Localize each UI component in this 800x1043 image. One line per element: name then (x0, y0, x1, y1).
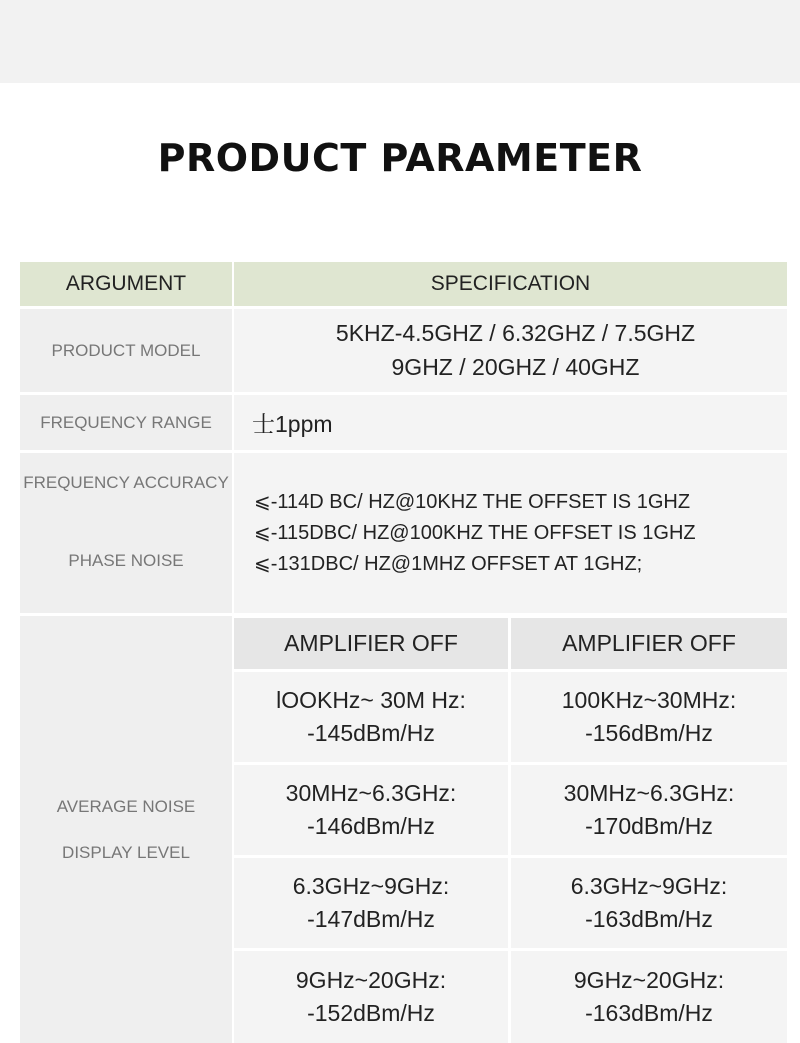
header-specification: SPECIFICATION (234, 262, 787, 306)
phase-noise-line-2: ⩽-115DBC/ HZ@100KHZ THE OFFSET IS 1GHZ (254, 521, 696, 544)
noise-value: -145dBm/Hz (307, 720, 435, 746)
noise-cell (234, 951, 508, 1043)
value-product-model (234, 309, 787, 392)
phase-noise-line-3: ⩽-131DBC/ HZ@1MHZ OFFSET AT 1GHZ; (254, 552, 643, 575)
label-phase-noise: PHASE NOISE (68, 551, 184, 570)
noise-range: 30MHz~6.3GHz: (563, 779, 735, 806)
noise-cell (511, 765, 787, 855)
header-argument: ARGUMENT (20, 262, 232, 306)
label-frequency-accuracy: FREQUENCY ACCURACY (23, 473, 229, 492)
value-phase-noise (234, 453, 787, 613)
noise-range: 6.3GHz~9GHz: (570, 872, 728, 899)
noise-value: -152dBm/Hz (307, 1000, 435, 1026)
noise-range: 9GHz~20GHz: (295, 966, 447, 993)
noise-cell (511, 672, 787, 762)
phase-noise-line-1: ⩽-114D BC/ HZ@10KHZ THE OFFSET IS 1GHZ (254, 490, 691, 513)
noise-range: 6.3GHz~9GHz: (292, 872, 450, 899)
noise-col-header-2: AMPLIFIER OFF (511, 618, 787, 669)
noise-cell (234, 858, 508, 948)
page-title: PRODUCT PARAMETER (157, 136, 643, 180)
noise-value: -156dBm/Hz (585, 720, 713, 746)
noise-cell (511, 951, 787, 1043)
top-band (0, 0, 800, 83)
label-average-noise (20, 616, 232, 1043)
noise-range: 9GHz~20GHz: (573, 966, 725, 993)
value-frequency-range: 士1ppm (234, 395, 787, 450)
noise-range: lOOKHz~ 30M Hz: (276, 686, 466, 713)
product-model-line-2: 9GHZ / 20GHZ / 40GHZ (391, 353, 640, 380)
noise-range: 30MHz~6.3GHz: (285, 779, 457, 806)
noise-value: -147dBm/Hz (307, 906, 435, 932)
noise-value: -163dBm/Hz (585, 906, 713, 932)
noise-col-header-1: AMPLIFIER OFF (234, 618, 508, 669)
product-model-line-1: 5KHZ-4.5GHZ / 6.32GHZ / 7.5GHZ (335, 320, 696, 347)
label-accuracy-phase (20, 453, 232, 613)
label-product-model: PRODUCT MODEL (20, 309, 232, 392)
noise-range: 100KHz~30MHz: (561, 686, 737, 713)
label-frequency-range: FREQUENCY RANGE (20, 395, 232, 450)
label-average-noise-line-2: DISPLAY LEVEL (62, 842, 190, 862)
noise-cell (234, 765, 508, 855)
noise-value: -146dBm/Hz (307, 813, 435, 839)
noise-value: -163dBm/Hz (585, 1000, 713, 1026)
noise-cell (511, 858, 787, 948)
label-average-noise-line-1: AVERAGE NOISE (56, 796, 196, 816)
noise-value: -170dBm/Hz (585, 813, 713, 839)
noise-cell (234, 672, 508, 762)
